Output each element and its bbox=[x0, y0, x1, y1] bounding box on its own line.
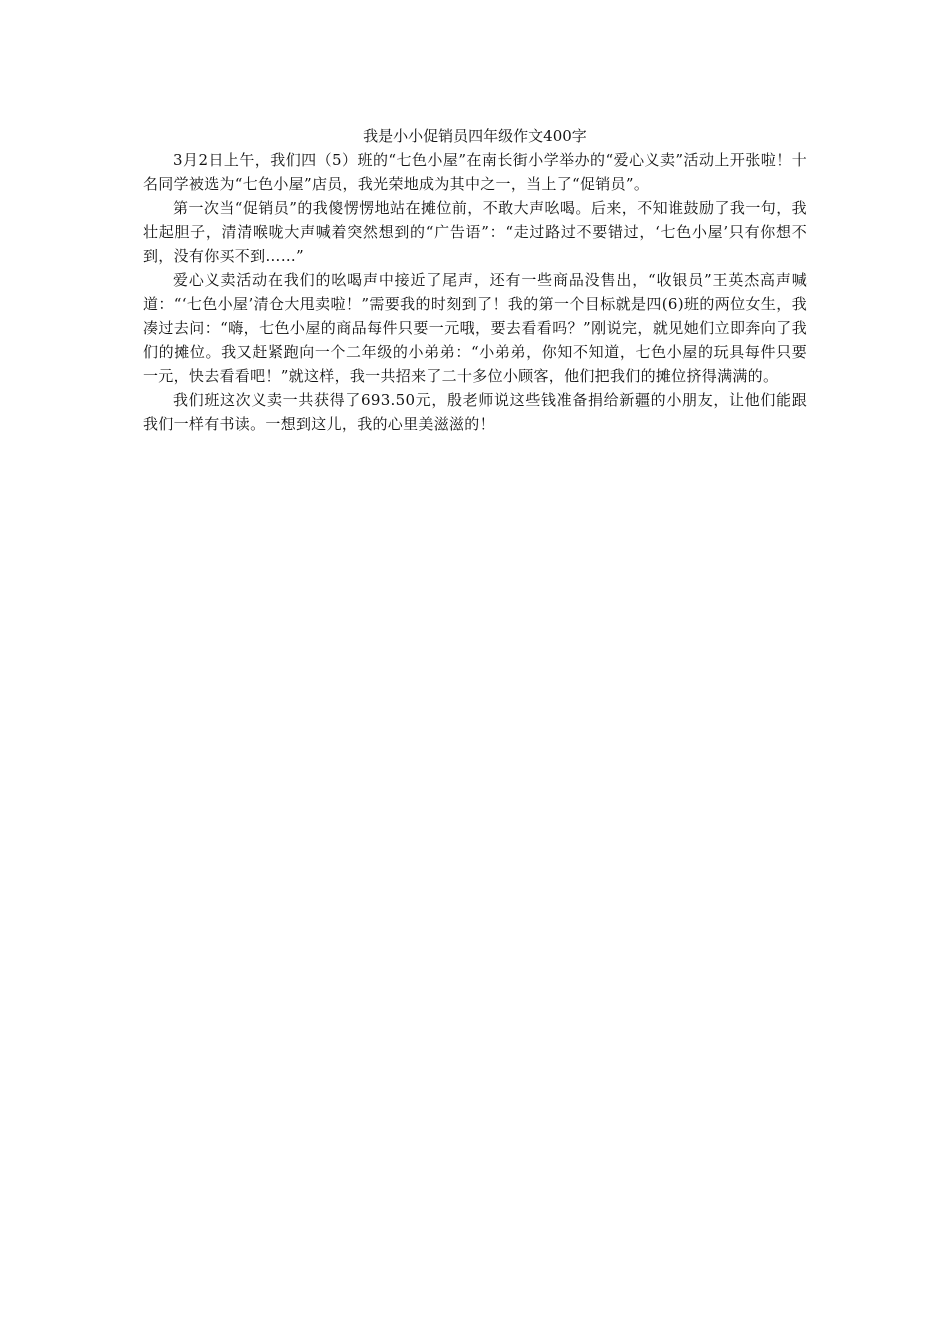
document-title: 我是小小促销员四年级作文400字 bbox=[363, 127, 587, 145]
paragraph-2: 第一次当“促销员”的我傻愣愣地站在摊位前，不敢大声吆喝。后来，不知谁鼓励了我一句，我壮起胆子，清清喉咙大声喊着突然想到的“广告语”：“走过路过不要错过，‘七色小屋’只有你想不到，没有你买不到……” bbox=[143, 199, 807, 265]
document-page bbox=[143, 124, 807, 436]
paragraph-4: 我们班这次义卖一共获得了693.50元，殷老师说这些钱准备捐给新疆的小朋友，让他们能跟我们一样有书读。一想到这儿，我的心里美滋滋的！ bbox=[143, 391, 807, 433]
paragraph-3: 爱心义卖活动在我们的吆喝声中接近了尾声，还有一些商品没售出，“收银员”王英杰高声喊道：“‘七色小屋’清仓大甩卖啦！”需要我的时刻到了！我的第一个目标就是四(6)班的两位女生，我凑过去问：“嗨，七色小屋的商品每件只要一元哦，要去看看吗？”刚说完，就见她们立即奔向了我们的摊位。我又赶紧跑向一个二年级的小弟弟：“小弟弟，你知不知道，七色小屋的玩具每件只要一元，快去看看吧！”就这样，我一共招来了二十多位小顾客，他们把我们的摊位挤得满满的。 bbox=[143, 271, 807, 385]
paragraph-1: 3月2日上午，我们四（5）班的“七色小屋”在南长街小学举办的“爱心义卖”活动上开张啦！十名同学被选为“七色小屋”店员，我光荣地成为其中之一，当上了“促销员”。 bbox=[143, 151, 807, 193]
